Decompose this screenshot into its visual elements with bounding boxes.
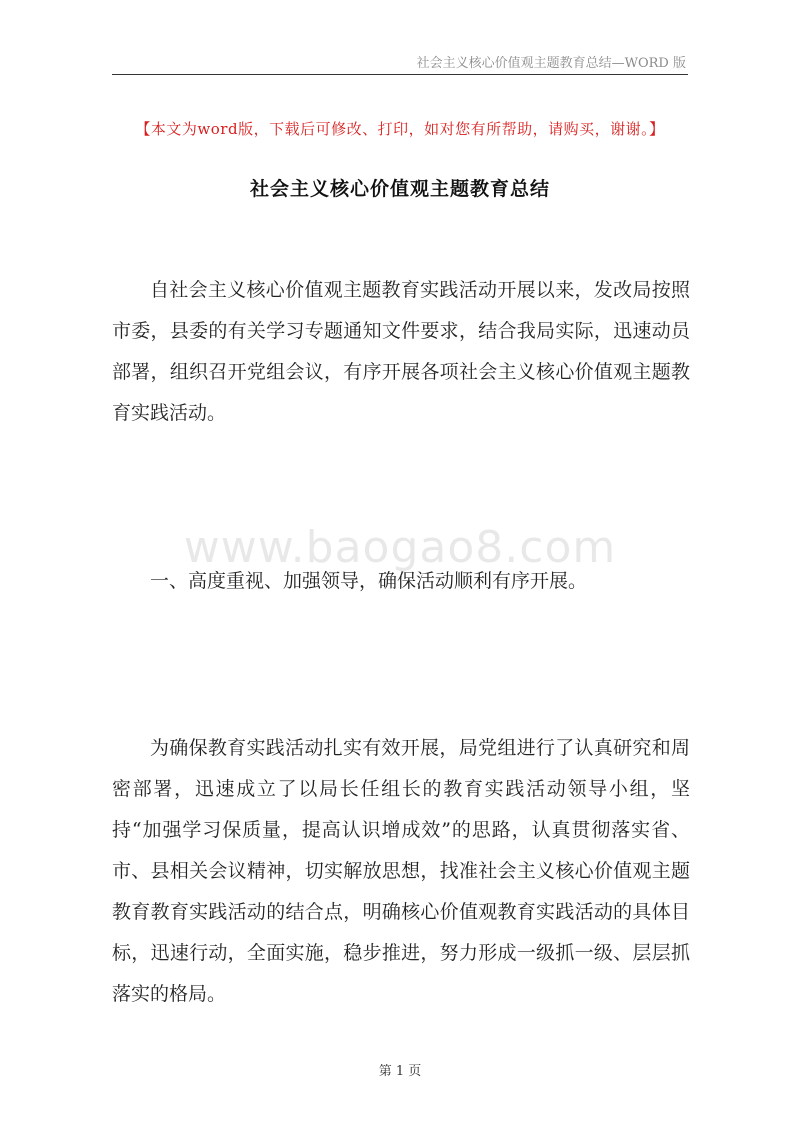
document-title: 社会主义核心价值观主题教育总结 — [249, 178, 550, 200]
watermark-text: www.baogao8.com — [183, 522, 617, 573]
body-paragraph: 为确保教育实践活动扎实有效开展，局党组进行了认真研究和周密部署，迅速成立了以局长任组长的教育实践活动领导小组，坚持“加强学习保质量，提高认识增成效”的思路，认真贯彻落实省、市、县相关会议精神，切实解放思想，找准社会主义核心价值观主题教育教育实践活动的结合点，明确核心价值观教育实践活动的具体目标，迅速行动，全面实施，稳步推进，努力形成一级抓一级、层层抓落实的格局。 — [112, 737, 690, 1005]
running-header: 社会主义核心价值观主题教育总结—WORD 版 — [416, 56, 686, 71]
section-heading: 一、高度重视、加强领导，确保活动顺利有序开展。 — [150, 570, 588, 592]
body-paragraph: 自社会主义核心价值观主题教育实践活动开展以来，发改局按照市委，县委的有关学习专题通知文件要求，结合我局实际，迅速动员部署，组织召开党组会议，有序开展各项社会主义核心价值观主题教育实践活动。 — [112, 279, 690, 424]
header-divider — [112, 74, 688, 75]
page-number: 第 1 页 — [378, 1064, 422, 1079]
download-notice: 【本文为word版，下载后可修改、打印，如对您有所帮助，请购买，谢谢。】 — [135, 120, 665, 138]
